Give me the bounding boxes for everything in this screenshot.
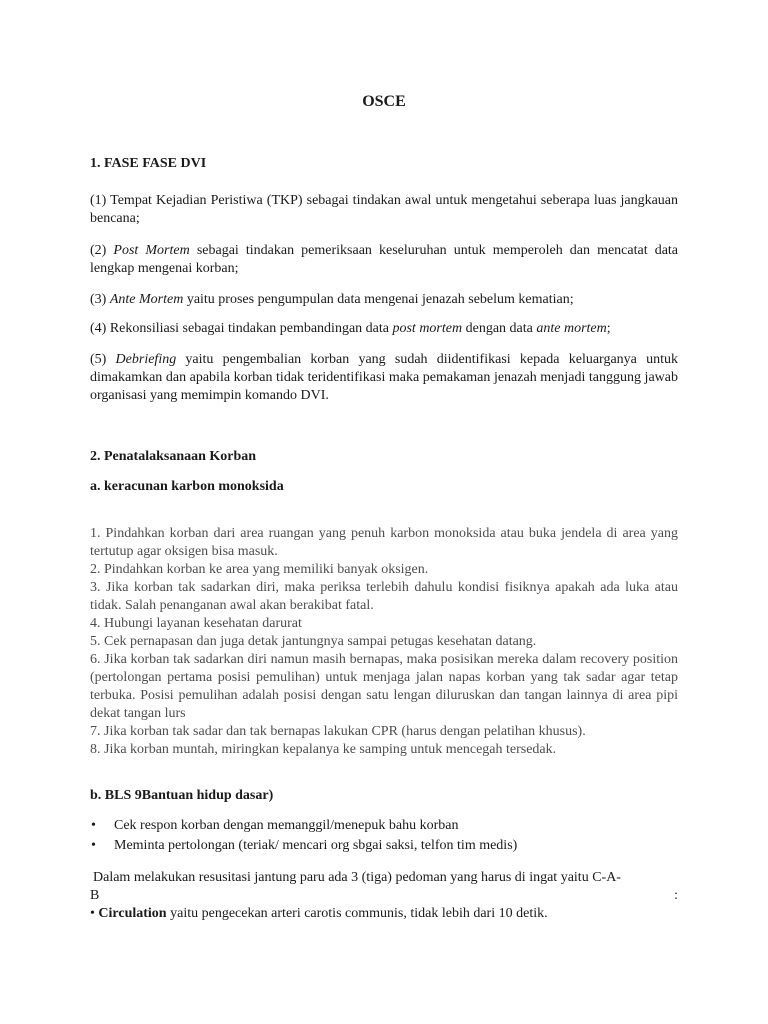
subsection-b-heading: b. BLS 9Bantuan hidup dasar) [90,788,274,803]
bls-bullet-1 [90,817,678,835]
section-1-heading: 1. FASE FASE DVI [90,156,207,171]
dvi-phase-3-rest: yaitu proses pengumpulan data mengenai jenazah sebelum kematian; [183,292,574,307]
cab-paragraph [90,869,678,923]
circulation-line [90,905,678,923]
step-3: 3. Jika korban tak sadarkan diri, maka periksa terlebih dahulu kondisi fisiknya apakah ada luka atau tidak. Salah penanganan awal akan berakibat fatal. [90,580,678,613]
page-title: OSCE [362,93,406,110]
bls-bullet-list [90,817,678,857]
dvi-phase-4 [90,320,678,338]
subsection-a-heading: a. keracunan karbon monoksida [90,479,284,494]
step-6: 6. Jika korban tak sadarkan diri namun masih bernapas, maka posisikan mereka dalam recovery position (pertolongan pertama posisi pemulihan) untuk menjaga jalan napas korban yang tak sadar agar tetap terbuka. Posisi pemulihan adalah posisi dengan satu lengan diluruskan dan tangan lainnya di area pipi dekat tangan lurs [90,652,678,721]
dvi-phase-5-italic: Debriefing [115,352,177,367]
co-poisoning-steps [90,525,678,759]
dvi-phase-5-rest: yaitu pengembalian korban yang sudah diidentifikasi kepada keluarganya untuk dimakamkan dan apabila korban tidak teridentifikasi maka pemakaman jenazah menjadi tanggung jawab organisasi yang memimpin komando DVI. [90,352,678,403]
dvi-phase-3 [90,291,678,309]
dvi-phase-2 [90,242,678,278]
dvi-phase-2-prefix: (2) [90,243,114,258]
step-2: 2. Pindahkan korban ke area yang memiliki banyak oksigen. [90,562,429,577]
dvi-phase-4-mid: dengan data [462,321,537,336]
dvi-phase-2-rest: sebagai tindakan pemeriksaan keseluruhan untuk memperoleh dan mencatat data lengkap mengenai korban; [90,243,679,276]
cab-line-2-left: B [90,888,100,903]
step-8: 8. Jika korban muntah, miringkan kepalanya ke samping untuk mencegah tersedak. [90,742,557,757]
dvi-phase-5-prefix: (5) [90,352,116,367]
step-7: 7. Jika korban tak sadar dan tak bernapas lakukan CPR (harus dengan pelatihan khusus). [90,724,586,739]
circulation-term: Circulation [98,906,167,921]
dvi-phase-4-end: ; [606,321,611,336]
cab-line-2 [90,887,678,905]
dvi-phase-3-italic: Ante Mortem [109,292,184,307]
dvi-phase-4-prefix: (4) Rekonsiliasi sebagai tindakan pembandingan data [90,321,393,336]
dvi-phase-1: (1) Tempat Kejadian Peristiwa (TKP) sebagai tindakan awal untuk mengetahui seberapa luas jangkauan bencana; [90,193,678,226]
step-1: 1. Pindahkan korban dari area ruangan yang penuh karbon monoksida atau buka jendela di area yang tertutup agar oksigen bisa masuk. [90,526,678,559]
dvi-phase-4-italic-1: post mortem [392,321,463,336]
bullet-glyph: • [91,818,96,833]
dvi-phase-5 [90,351,678,405]
step-4: 4. Hubungi layanan kesehatan darurat [90,616,302,631]
cab-line-1: Dalam melakukan resusitasi jantung paru ada 3 (tiga) pedoman yang harus di ingat yaitu C-A- [93,870,621,885]
section-2-heading: 2. Penatalaksanaan Korban [90,449,257,464]
bullet-glyph: • [91,838,96,853]
bls-bullet-2-text: Meminta pertolongan (teriak/ mencari org sbgai saksi, telfon tim medis) [114,838,518,853]
bls-bullet-2 [90,837,678,855]
circulation-bullet: • [90,906,99,921]
circulation-text: yaitu pengecekan arteri carotis communis, tidak lebih dari 10 detik. [166,906,548,921]
dvi-phase-3-prefix: (3) [90,292,110,307]
dvi-phase-2-italic: Post Mortem [113,243,190,258]
bls-bullet-1-text: Cek respon korban dengan memanggil/menepuk bahu korban [114,818,459,833]
step-5: 5. Cek pernapasan dan juga detak jantungnya sampai petugas kesehatan datang. [90,634,537,649]
cab-line-2-right: : [674,888,678,903]
dvi-phase-4-italic-2: ante mortem [536,321,607,336]
